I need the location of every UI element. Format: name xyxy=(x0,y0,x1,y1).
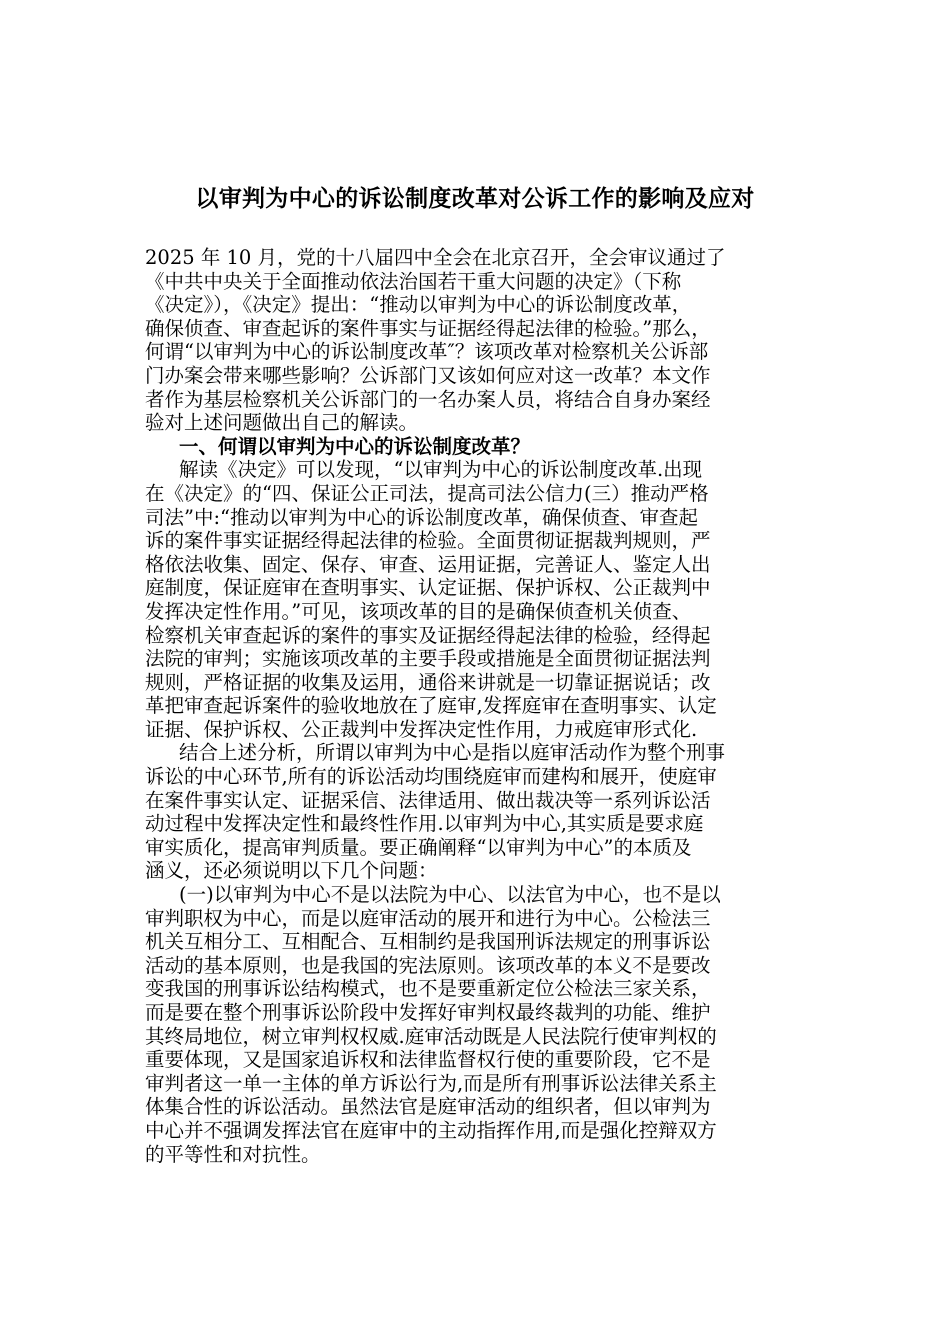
text-line: 结合上述分析，所谓以审判为中心是指以庭审活动作为整个刑事 xyxy=(179,741,726,765)
text-line: 司法”中:“推动以审判为中心的诉讼制度改革，确保侦查、审查起 xyxy=(145,505,699,529)
text-line: 而是要在整个刑事诉讼阶段中发挥好审判权最终裁判的功能、维护 xyxy=(145,1001,711,1024)
text-line: 机关互相分工、互相配合、互相制约是我国刑诉法规定的刑事诉讼 xyxy=(145,930,711,954)
text-line: 的平等性和对抗性。 xyxy=(145,1142,321,1166)
text-line: 规则，严格证据的收集及运用，通俗来讲就是一切靠证据说话；改 xyxy=(145,670,711,694)
text-line: 重要体现，又是国家追诉权和法律监督权行使的重要阶段，它不是 xyxy=(145,1048,711,1072)
text-line: 审实质化，提高审判质量。要正确阐释“以审判为中心”的本质及 xyxy=(145,835,692,859)
document-body xyxy=(145,246,817,1166)
text-line: 门办案会带来哪些影响？公诉部门又该如何应对这一改革？本文作 xyxy=(145,363,711,387)
text-line: 庭制度，保证庭审在查明事实、认定证据、保护诉权、公正裁判中 xyxy=(145,576,711,600)
text-line: 变我国的刑事诉讼结构模式，也不是要重新定位公检法三家关系， xyxy=(145,977,711,1001)
text-line: 2025 年 10 月，党的十八届四中全会在北京召开，全会审议通过了 xyxy=(145,246,726,269)
text-line: 何谓“以审判为中心的诉讼制度改革″？该项改革对检察机关公诉部 xyxy=(145,340,709,364)
text-line: 诉的案件事实证据经得起法律的检验。全面贯彻证据裁判规则，严 xyxy=(145,529,711,553)
text-line: 审判者这一单一主体的单方诉讼行为,而是所有刑事诉讼法律关系主 xyxy=(145,1071,717,1095)
section-heading: 一、何谓以审判为中心的诉讼制度改革？ xyxy=(179,434,531,458)
text-line: 证据、保护诉权、公正裁判中发挥决定性作用，力戒庭审形式化. xyxy=(145,717,698,741)
text-line: 在案件事实认定、证据采信、法律适用、做出裁决等一系列诉讼活 xyxy=(145,788,711,812)
text-line: 诉讼的中心环节,所有的诉讼活动均围绕庭审而建构和展开，使庭审 xyxy=(145,765,717,789)
text-line: 《中共中央关于全面推动依法治国若干重大问题的决定》（下称 xyxy=(145,269,682,293)
text-line: 其终局地位，树立审判权权威.庭审活动既是人民法院行使审判权的 xyxy=(145,1024,717,1048)
text-line: 在《决定》的“四、保证公正司法，提高司法公信力(三）推动严格 xyxy=(145,481,709,505)
text-line: 《决定》），《决定》提出：“推动以审判为中心的诉讼制度改革， xyxy=(145,293,692,317)
text-line: 格依法收集、固定、保存、审查、运用证据，完善证人、鉴定人出 xyxy=(145,552,711,576)
text-line: 体集合性的诉讼活动。虽然法官是庭审活动的组织者，但以审判为 xyxy=(145,1095,711,1119)
text-line: 法院的审判；实施该项改革的主要手段或措施是全面贯彻证据法判 xyxy=(145,647,711,671)
text-line: 确保侦查、审查起诉的案件事实与证据经得起法律的检验。”那么， xyxy=(145,316,711,340)
text-line: 中心并不强调发挥法官在庭审中的主动指挥作用,而是强化控辩双方 xyxy=(145,1118,717,1142)
document-title: 以审判为中心的诉讼制度改革对公诉工作的影响及应对 xyxy=(195,186,755,212)
text-line: 革把审查起诉案件的验收地放在了庭审,发挥庭审在查明事实、认定 xyxy=(145,694,717,718)
text-line: (一)以审判为中心不是以法院为中心、以法官为中心，也不是以 xyxy=(179,883,721,907)
text-line: 发挥决定性作用。”可见，该项改革的目的是确保侦查机关侦查、 xyxy=(145,599,692,623)
text-line: 检察机关审查起诉的案件的事实及证据经得起法律的检验，经得起 xyxy=(145,623,711,647)
text-line: 涵义，还必须说明以下几个问题： xyxy=(145,859,438,883)
text-line: 解读《决定》可以发现，“以审判为中心的诉讼制度改革.出现 xyxy=(179,458,703,482)
text-line: 审判职权为中心，而是以庭审活动的展开和进行为中心。公检法三 xyxy=(145,906,711,930)
text-line: 动过程中发挥决定性和最终性作用.以审判为中心,其实质是要求庭 xyxy=(145,812,704,836)
text-line: 者作为基层检察机关公诉部门的一名办案人员，将结合自身办案经 xyxy=(145,387,711,411)
text-line: 活动的基本原则，也是我国的宪法原则。该项改革的本义不是要改 xyxy=(145,953,711,977)
text-line: 验对上述问题做出自己的解读。 xyxy=(145,411,419,435)
